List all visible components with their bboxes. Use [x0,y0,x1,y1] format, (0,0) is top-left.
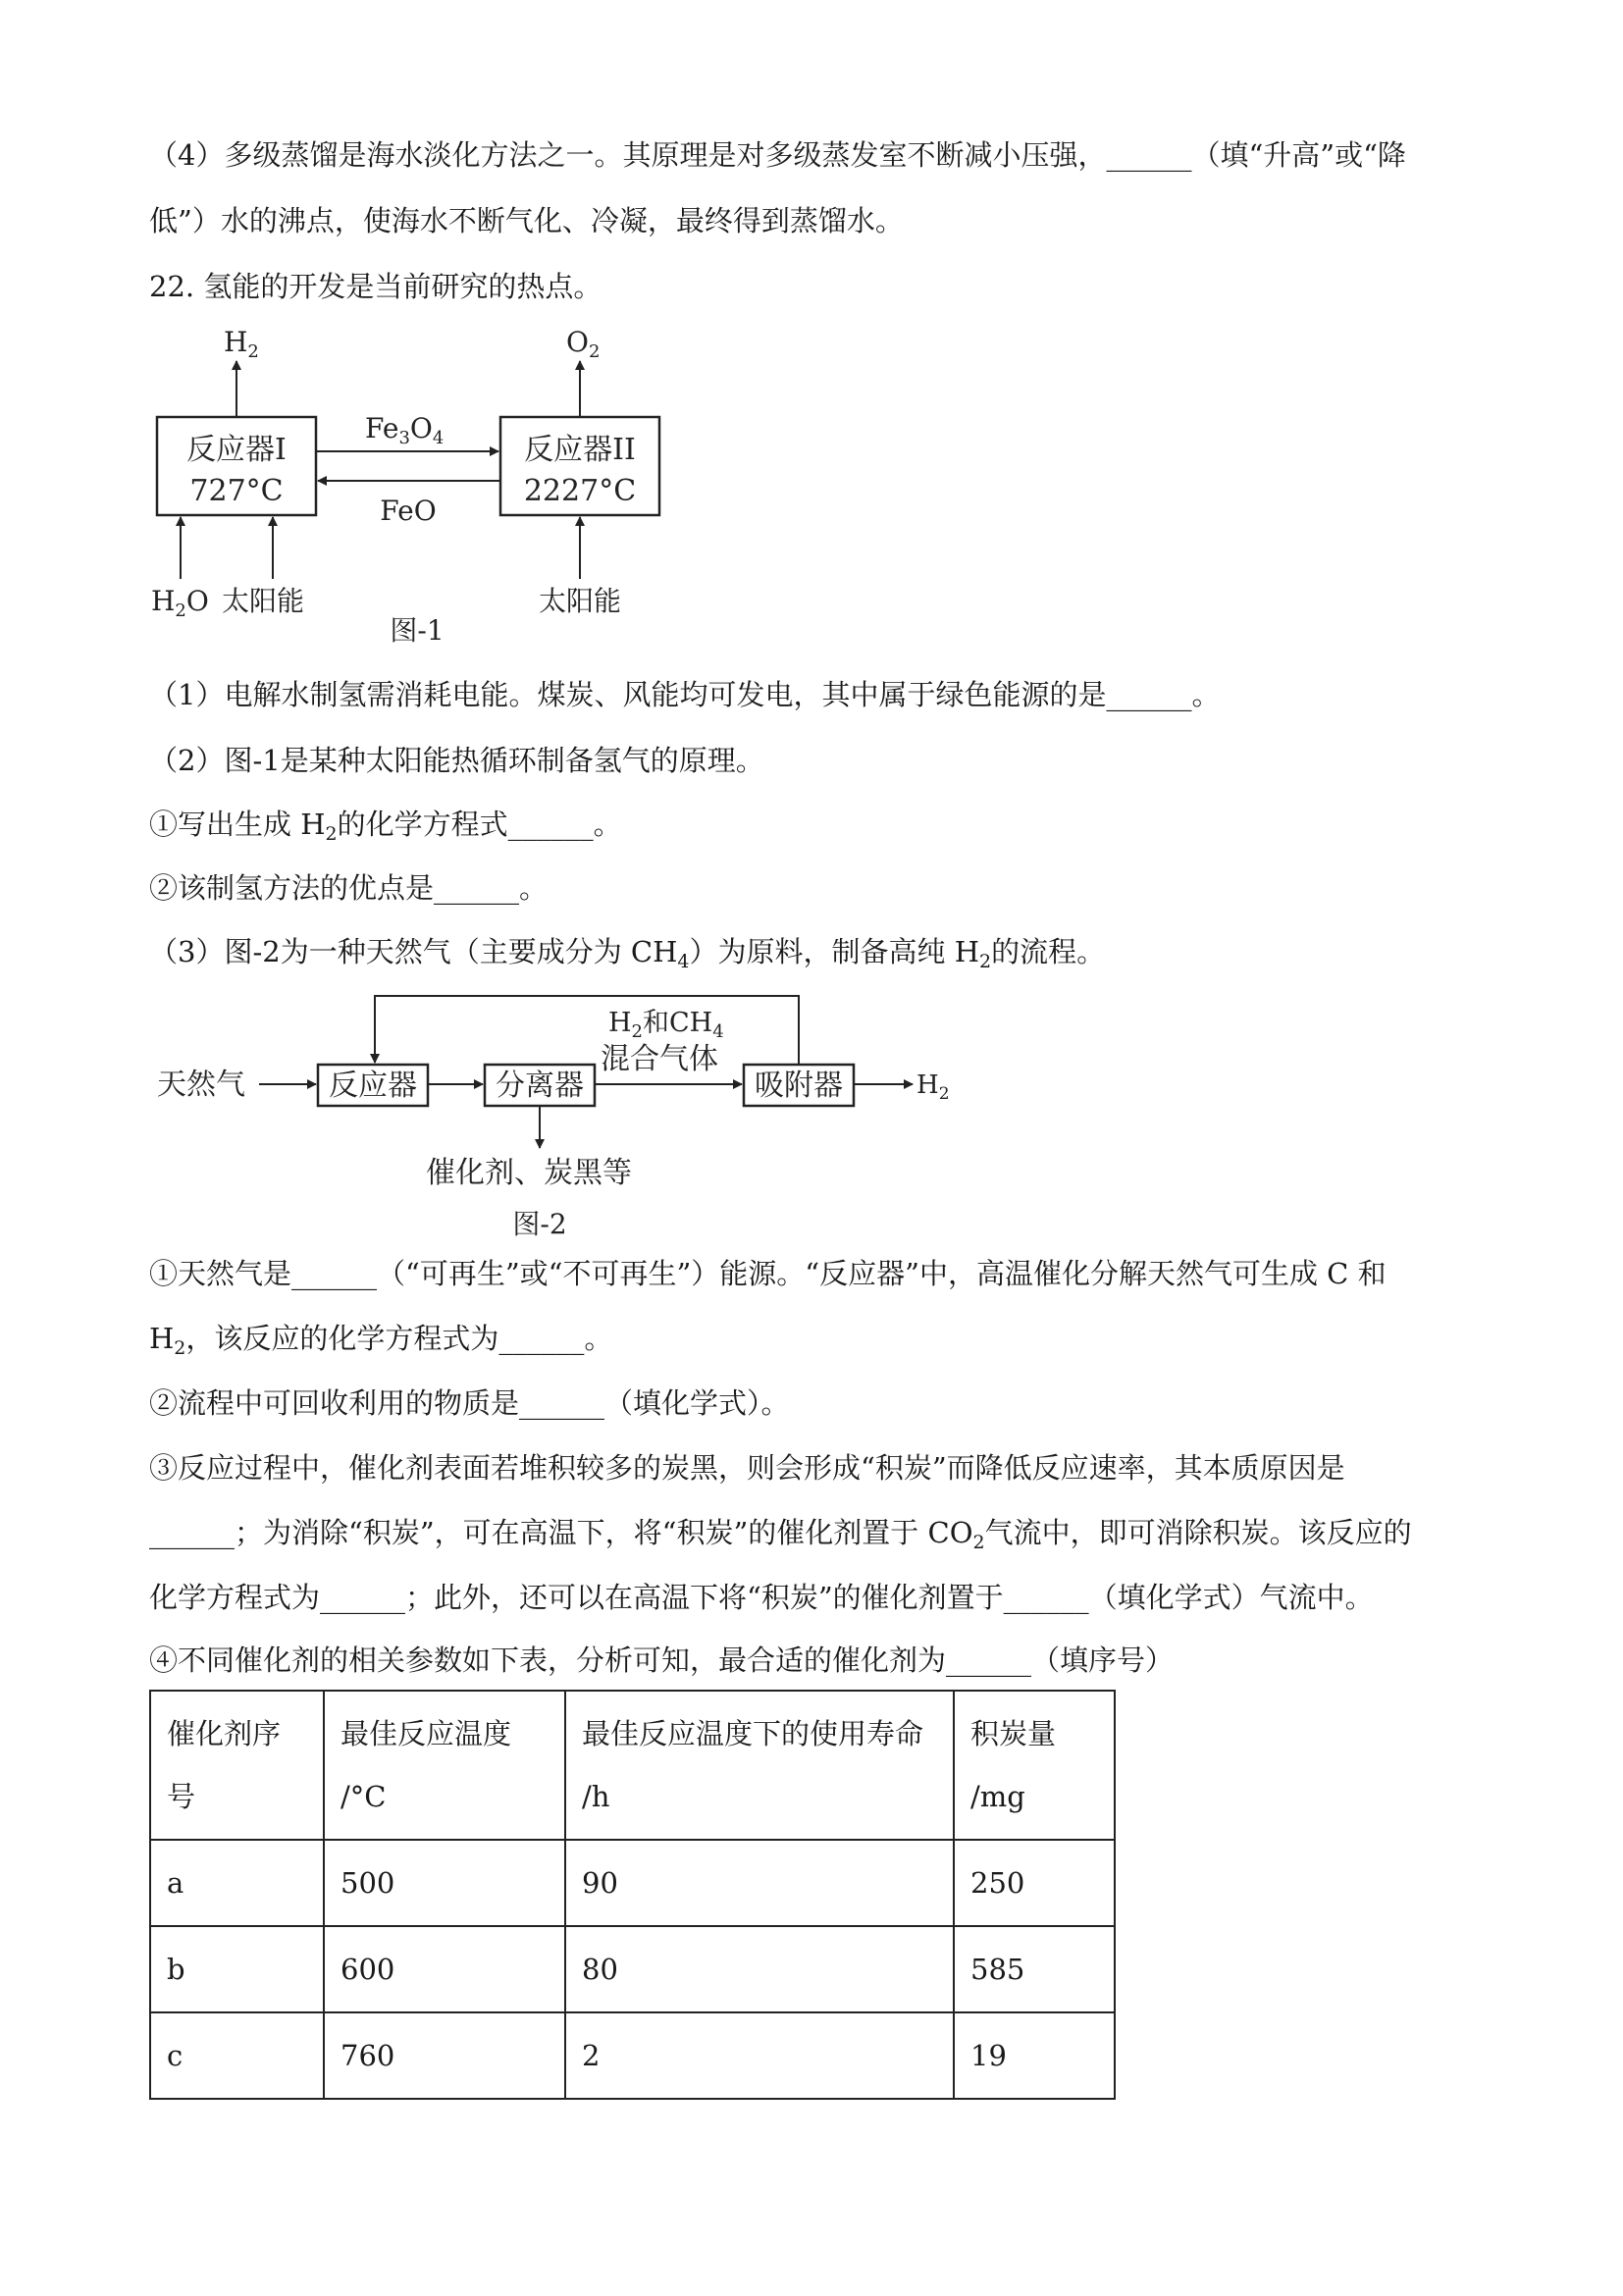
separator-label: 分离器 [496,1069,584,1103]
q22-title: 22. 氢能的开发是当前研究的热点。 [149,270,602,303]
table-cell: 760 [324,2012,565,2099]
natural-gas-label: 天然气 [157,1068,245,1102]
q22-3-1-line2: $H_2$，该反应的化学方程式为______。 [149,1322,613,1359]
table-cell: 500 [324,1840,565,1926]
figure-2-caption: 图-2 [512,1208,567,1240]
reactor-2-temp: 2227°C [523,474,637,508]
q22-3-3-line3: 化学方程式为______；此外，还可以在高温下将“积炭”的催化剂置于______（填化学式）气流中。 [149,1581,1374,1614]
table-row [150,1840,1115,1926]
byproduct-label: 催化剂、炭黑等 [426,1156,632,1190]
h2o-label: $H_2O$ [151,585,209,621]
solar2-label: 太阳能 [538,585,622,617]
table-header-cell: 最佳反应温度 /°C [324,1691,565,1840]
table-header-cell: 催化剂序 号 [150,1691,324,1840]
adsorber-label: 吸附器 [755,1069,843,1103]
table-cell: 90 [565,1840,954,1926]
q22-part2-2: ②该制氢方法的优点是______。 [149,871,549,905]
h2-output-label: $H_2$ [916,1070,950,1104]
table-cell: b [150,1926,324,2012]
table-cell: 585 [954,1926,1115,2012]
table-row [150,1926,1115,2012]
table-cell: 80 [565,1926,954,2012]
reactor-1-temp: 727°C [189,474,284,508]
q22-part3: （3）图-2为一种天然气（主要成分为 $CH_4$）为原料，制备高纯 $H_2$的流程。 [149,935,1106,972]
solar1-label: 太阳能 [222,585,305,617]
q22-3-1-line1: ①天然气是______（“可再生”或“不可再生”）能源。“反应器”中，高温催化分解天然气可生成 C 和 [149,1257,1387,1290]
feo-label: FeO [380,495,437,527]
q22-3-4: ④不同催化剂的相关参数如下表，分析可知，最合适的催化剂为______（填序号） [149,1644,1175,1677]
figure-1-caption: 图-1 [390,614,445,647]
table-header-cell: 积炭量 /mg [954,1691,1115,1840]
mixed-gas-label-2: 混合气体 [601,1042,718,1076]
q4-line2: 低”）水的沸点，使海水不断气化、冷凝，最终得到蒸馏水。 [149,204,904,237]
q22-3-3-line1: ③反应过程中，催化剂表面若堆积较多的炭黑，则会形成“积炭”而降低反应速率，其本质原因是 [149,1451,1345,1485]
table-row [150,2012,1115,2099]
mixed-gas-label: $H_2$和$CH_4$ [608,1008,724,1042]
q4-line1: （4）多级蒸馏是海水淡化方法之一。其原理是对多级蒸发室不断减小压强，______（填“升高”或“降 [149,138,1406,172]
q22-part1: （1）电解水制氢需消耗电能。煤炭、风能均可发电，其中属于绿色能源的是______。 [149,678,1221,711]
figure-1 [137,324,687,657]
table-cell: 19 [954,2012,1115,2099]
table-cell: 250 [954,1840,1115,1926]
table-cell: c [150,2012,324,2099]
q22-3-2: ②流程中可回收利用的物质是______（填化学式）。 [149,1386,790,1420]
h2-label: $H_2$ [224,326,259,362]
o2-label: $O_2$ [566,326,601,362]
catalyst-table [149,1690,1116,2100]
table-header-row [150,1691,1115,1840]
q22-3-3-line2: ______；为消除“积炭”，可在高温下，将“积炭”的催化剂置于 $CO_2$气流中，即可消除积炭。该反应的 [149,1516,1412,1553]
reactor-2-name: 反应器II [524,433,636,467]
table-header-cell: 最佳反应温度下的使用寿命 /h [565,1691,954,1840]
figure-2 [149,986,973,1246]
q22-part2: （2）图-1是某种太阳能热循环制备氢气的原理。 [149,744,764,777]
table-cell: 600 [324,1926,565,2012]
reactor-1-name: 反应器I [186,433,287,467]
recycle-loop-arrow [375,996,799,1065]
table-cell: 2 [565,2012,954,2099]
fe3o4-label: $Fe_3O_4$ [365,412,445,448]
table-cell: a [150,1840,324,1926]
q22-part2-1: ①写出生成 $H_2$的化学方程式______。 [149,808,622,845]
reactor-label: 反应器 [329,1069,417,1103]
